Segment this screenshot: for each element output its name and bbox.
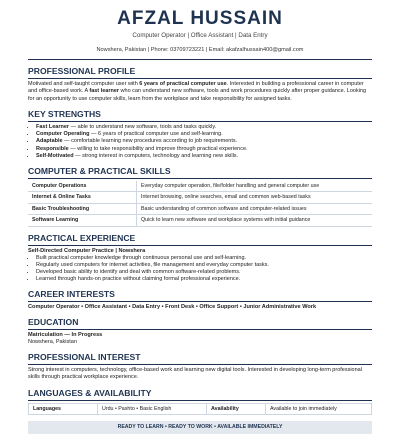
education-location: Nowshera, Pakistan xyxy=(28,339,77,346)
strengths-list xyxy=(28,124,372,159)
skill-name: Basic Troubleshooting xyxy=(28,203,137,215)
strength-label: Computer Operating xyxy=(36,131,90,138)
header-divider xyxy=(28,59,372,60)
footer-banner: READY TO LEARN • READY TO WORK • AVAILABLE IMMEDIATELY xyxy=(28,421,372,434)
strengths-heading: KEY STRENGTHS xyxy=(28,109,372,122)
languages-label: Languages xyxy=(29,403,98,415)
skills-table xyxy=(28,181,372,227)
experience-list xyxy=(28,255,372,283)
experience-role: Self-Directed Computer Practice | Nowshera xyxy=(28,247,146,254)
strength-text: — willing to take responsibility and improve through practical experience. xyxy=(68,145,248,152)
profile-text-3: who can understand new software, tools and work procedures quickly after proper guidance. Looking for an opportunity to use computer skills, learn from the workplace and take responsibility for assigned tasks. xyxy=(28,88,367,102)
skill-name: Internet & Online Tasks xyxy=(28,192,137,204)
strength-item xyxy=(36,131,372,138)
strength-item xyxy=(36,146,372,153)
skill-name: Computer Operations xyxy=(28,181,137,192)
list-item: • Developed basic ability to identify and deal with common software-related problems. xyxy=(36,269,372,276)
profile-text-bold-2: fast learner xyxy=(89,88,120,95)
strength-item xyxy=(36,153,372,160)
skill-detail: Internet browsing, online searches, email and common web-based tasks xyxy=(137,192,373,204)
list-item: • Learned through hands-on practice without claiming formal professional experience. xyxy=(36,276,372,283)
strength-item xyxy=(36,124,372,131)
contact-line: Nowshera, Pakistan | Phone: 03709723221 | Email: akafzalhussain400@gmail.com xyxy=(96,47,304,53)
languages-heading: LANGUAGES & AVAILABILITY xyxy=(28,388,372,401)
profile-text-1: Motivated and self-taught computer user with xyxy=(28,81,140,87)
availability-value: Available to join immediately xyxy=(270,405,337,412)
strength-text: — strong interest in computers, technology and learning new skills. xyxy=(73,152,239,159)
list-item: • Regularly used computers for internet activities, file management and everyday computer tasks. xyxy=(36,262,372,269)
education-heading: EDUCATION xyxy=(28,317,372,330)
table-row xyxy=(28,192,372,204)
career-interests-heading: CAREER INTERESTS xyxy=(28,289,372,302)
experience-heading: PRACTICAL EXPERIENCE xyxy=(28,233,372,246)
table-row xyxy=(29,403,372,415)
list-item: • Built practical computer knowledge through continuous personal use and self-learning. xyxy=(36,255,372,262)
profile-heading: PROFESSIONAL PROFILE xyxy=(28,66,372,79)
skill-name: Software Learning xyxy=(28,215,137,227)
strength-label: Fast Learner xyxy=(36,124,70,131)
strength-text: — 6 years of practical computer use and self-learning. xyxy=(89,131,223,138)
strength-label: Responsible xyxy=(36,145,69,152)
strength-text: — comfortable learning new procedures according to job requirements. xyxy=(62,138,238,145)
skill-detail: Quick to learn new software and workplace systems with initial guidance xyxy=(137,215,373,227)
skills-heading: COMPUTER & PRACTICAL SKILLS xyxy=(28,166,372,179)
strength-label: Adaptable xyxy=(36,138,63,145)
skill-detail: Everyday computer operation, file/folder handling and general computer use xyxy=(137,181,373,192)
availability-label: Availability xyxy=(207,403,266,415)
professional-interest-text: Strong interest in computers, technology, office-based work and learning new digital tools. Interested in developing long-term professional skills through practical workplace experience. xyxy=(28,367,362,381)
strength-label: Self-Motivated xyxy=(36,152,74,159)
strength-item xyxy=(36,138,372,145)
candidate-subtitle: Computer Operator | Office Assistant | Data Entry xyxy=(132,32,268,39)
strength-text: — able to understand new software, tools and tasks quickly. xyxy=(69,124,217,131)
table-row xyxy=(28,181,372,192)
profile-text-bold-1: 6 years of practical computer use xyxy=(139,81,227,87)
profile-text-2: . Interested in building a professional career in computer and office-based work. A xyxy=(28,81,364,95)
education-title: Matriculation — In Progress xyxy=(28,332,103,339)
languages-value: Urdu • Pashto • Basic English xyxy=(98,403,207,415)
professional-interest-heading: PROFESSIONAL INTEREST xyxy=(28,352,372,365)
profile-text xyxy=(28,81,372,103)
languages-table xyxy=(28,403,372,416)
candidate-name: AFZAL HUSSAIN xyxy=(117,8,283,29)
table-row xyxy=(28,215,372,227)
table-row xyxy=(28,203,372,215)
career-interests-text: Computer Operator • Office Assistant • Data Entry • Front Desk • Office Support • Junior Administrative Work xyxy=(28,304,317,311)
skill-detail: Basic understanding of common software and computer-related issues xyxy=(137,203,373,215)
